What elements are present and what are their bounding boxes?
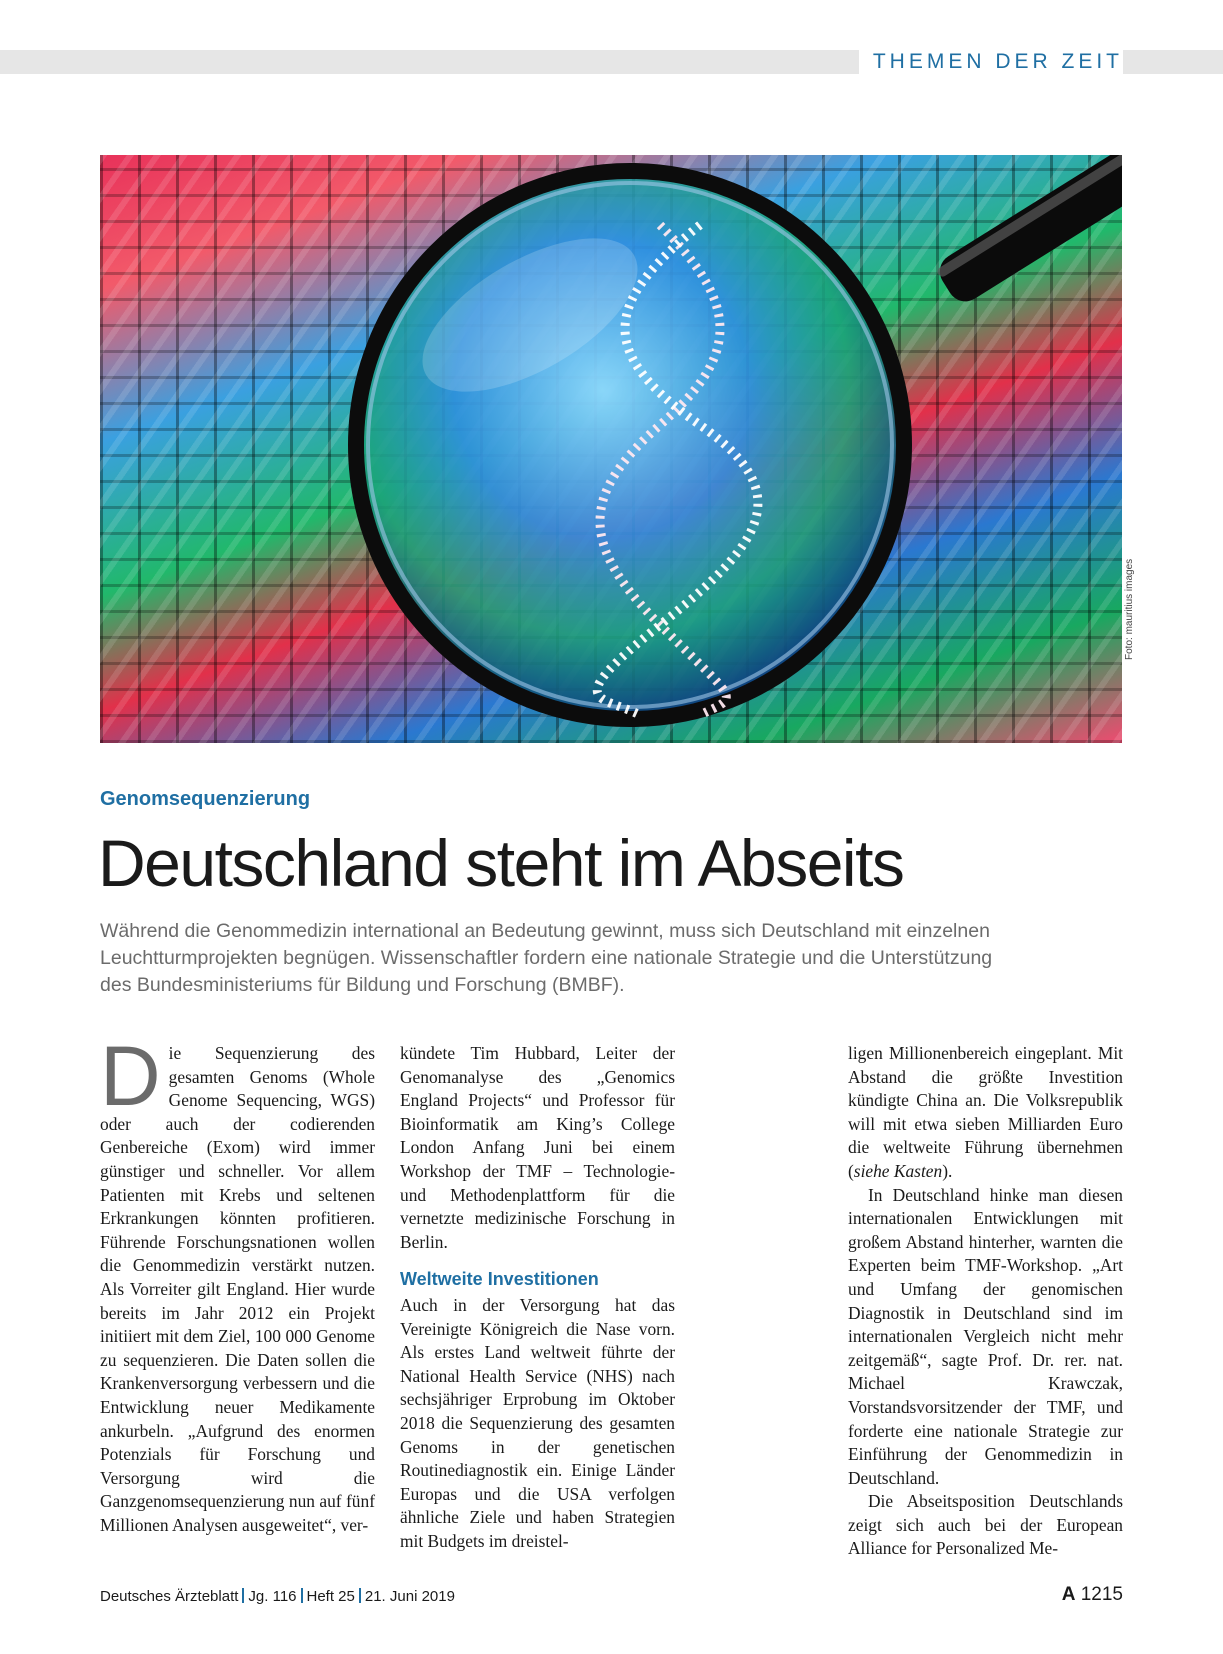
page-prefix: A — [1061, 1584, 1076, 1605]
page-number — [1062, 1584, 1123, 1606]
journal-name: Deutsches Ärzteblatt — [100, 1588, 239, 1605]
separator — [301, 1588, 303, 1603]
magnifying-glass-icon — [100, 155, 1122, 743]
article-lead: Während die Genommedizin international an Bedeutung gewinnt, muss sich Deutschland mit einzelnen Leuchtturmprojekten begnügen. Wissenschaftler fordern eine nationale Strategie und die Unterstützung des Bundesministeriums für Bildung und Forschung (BMBF). — [100, 920, 993, 996]
column-3-text-b: ). — [942, 1160, 953, 1181]
article-column-2 — [400, 1042, 675, 1553]
box-reference: siehe Kasten — [853, 1160, 943, 1181]
separator — [242, 1588, 244, 1603]
column-3-paragraph-1 — [848, 1042, 1123, 1184]
column-3-paragraph-2: In Deutschland hinke man diesen internationalen Entwicklungen mit großem Abstand hinterher, warnten die Experten beim TMF-Workshop. „Art und Umfang der genomischen Diagnostik in Deutschland sind im internationalen Vergleich nicht mehr zeitgemäß“, sagte Prof. Dr. rer. nat. Michael Krawczak, Vorstandsvorsitzender der TMF, und forderte eine nationale Strategie zur Einführung der Genommedizin in Deutschland. — [848, 1184, 1123, 1488]
drop-cap: D — [100, 1029, 161, 1123]
article-kicker: Genomsequenzierung — [100, 788, 311, 810]
column-2-text-2: Auch in der Versorgung hat das Vereinigte Königreich die Nase vorn. Als erstes Land weltweit führte der National Health Service (NHS) nach sechsjähriger Erprobung im Oktober 2018 die Sequenzierung des gesamten Genoms in der genetischen Routinediagnostik ein. Einige Länder Europas und die USA verfolgen ähnliche Ziele und haben Strategien mit Budgets im dreistel- — [400, 1294, 675, 1551]
photo-credit: Foto: mauritius images — [1124, 558, 1135, 660]
hero-image — [100, 155, 1122, 743]
journal-date: 21. Juni 2019 — [364, 1588, 455, 1605]
column-3-text-a: ligen Millionenbereich eingeplant. Mit Abstand die größte Investition kündigte China an. Die Volksrepublik will mit etwa sieben Milliarden Euro die weltweite Führung übernehmen ( — [848, 1043, 1123, 1181]
journal-volume: Jg. 116 — [248, 1588, 297, 1605]
subheading: Weltweite Investitionen — [400, 1269, 599, 1290]
footer-citation — [100, 1588, 455, 1605]
separator — [359, 1588, 361, 1603]
column-1-text: ie Sequenzierung des gesamten Genoms (Whole Genome Sequencing, WGS) oder auch der codierenden Genbereiche (Exom) wird immer günstiger und schneller. Vor allem Patienten mit Krebs und seltenen Erkrankungen könnten profitieren. Führende Forschungsnationen wollen die Genommedizin verstärkt nutzen. Als Vorreiter gilt England. Hier wurde bereits im Jahr 2012 ein Projekt initiiert mit dem Ziel, 100 000 Genome zu sequenzieren. Die Daten sollen die Krankenversorgung verbessern und die Entwicklung neuer Medikamente ankurbeln. „Aufgrund des enormen Potenzials für Forschung und Versorgung wird die Ganzgenomsequenzierung nun auf fünf Millionen Analysen ausgeweitet“, ver- — [100, 1043, 375, 1535]
column-3-paragraph-3: Die Abseitsposition Deutschlands zeigt sich auch bei der European Alliance for Personalized Me- — [848, 1491, 1123, 1559]
article-column-3 — [848, 1042, 1123, 1561]
journal-issue: Heft 25 — [306, 1588, 355, 1605]
page-number-value: 1215 — [1080, 1584, 1123, 1605]
column-2-text: kündete Tim Hubbard, Leiter der Genomanalyse des „Genomics England Projects“ und Professor für Bioinformatik am King’s College London Anfang Juni bei einem Workshop der TMF – Technologie- und Methodenplattform für die vernetzte medizinische Forschung in Berlin. — [400, 1043, 675, 1252]
article-column-1 — [100, 1029, 375, 1537]
section-label: THEMEN DER ZEIT — [859, 48, 1123, 76]
article-headline: Deutschland steht im Abseits — [98, 826, 904, 900]
